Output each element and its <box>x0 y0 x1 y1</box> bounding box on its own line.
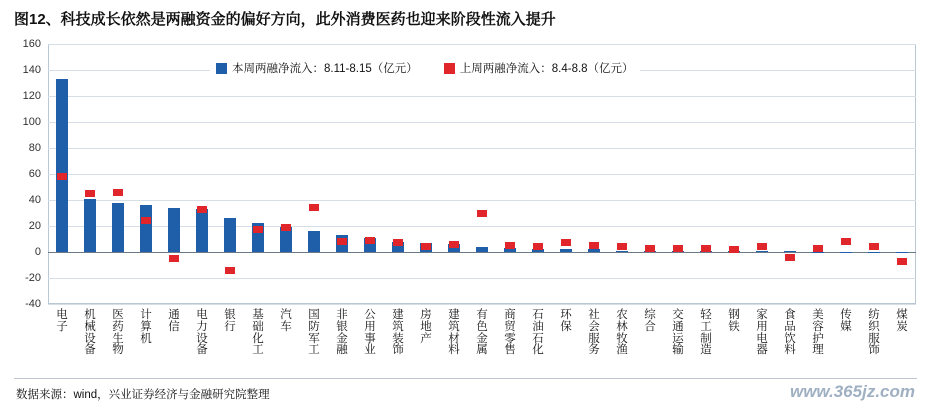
chart-legend <box>210 58 640 78</box>
bar-series <box>48 44 916 304</box>
x-axis-label: 有色金属 <box>476 309 488 357</box>
y-axis-tick: 140 <box>22 64 41 76</box>
bar-group <box>496 44 524 304</box>
bar-current-week <box>756 251 769 252</box>
y-axis-tick: 160 <box>22 38 41 50</box>
bar-group <box>384 44 412 304</box>
x-axis-label: 传媒 <box>840 309 852 333</box>
x-axis-label: 通信 <box>168 309 180 333</box>
bar-group <box>328 44 356 304</box>
x-axis-label: 煤炭 <box>896 309 908 333</box>
bar-group <box>580 44 608 304</box>
bar-group <box>132 44 160 304</box>
marker-previous-week <box>253 226 264 233</box>
marker-previous-week <box>645 245 656 252</box>
x-axis-label: 国防军工 <box>308 309 320 357</box>
bar-current-week <box>196 209 209 252</box>
bar-group <box>552 44 580 304</box>
x-axis-label: 美容护理 <box>812 309 824 357</box>
marker-previous-week <box>841 238 852 245</box>
marker-previous-week <box>729 246 740 253</box>
bar-current-week <box>868 252 881 253</box>
bar-group <box>776 44 804 304</box>
marker-previous-week <box>757 243 768 250</box>
marker-previous-week <box>869 243 880 250</box>
bar-group <box>216 44 244 304</box>
marker-previous-week <box>197 206 208 213</box>
bar-current-week <box>168 208 181 252</box>
bar-current-week <box>896 252 909 253</box>
marker-previous-week <box>421 243 432 250</box>
marker-previous-week <box>785 254 796 261</box>
watermark: www.365jz.com <box>789 382 915 401</box>
x-axis-label: 农林牧渔 <box>616 309 628 357</box>
marker-previous-week <box>141 217 152 224</box>
bar-current-week <box>112 203 125 252</box>
marker-previous-week <box>365 237 376 244</box>
x-axis-label: 电子 <box>56 309 68 333</box>
source-note: 数据来源：wind，兴业证券经济与金融研究院整理 <box>16 389 270 401</box>
marker-previous-week <box>617 243 628 250</box>
marker-previous-week <box>85 190 96 197</box>
legend-item-previous <box>444 60 634 76</box>
marker-previous-week <box>477 210 488 217</box>
bar-current-week <box>140 205 153 252</box>
bar-current-week <box>616 251 629 252</box>
bar-group <box>832 44 860 304</box>
bar-current-week <box>476 247 489 252</box>
y-axis-tick: 20 <box>28 220 41 232</box>
y-axis-tick: 120 <box>22 90 41 102</box>
bar-group <box>636 44 664 304</box>
marker-previous-week <box>225 267 236 274</box>
x-axis-label: 非银金融 <box>336 309 348 357</box>
legend-label-current: 本周两融净流入：8.11-8.15（亿元） <box>232 63 418 75</box>
bar-current-week <box>784 251 797 252</box>
bar-current-week <box>224 218 237 252</box>
x-axis-label: 轻工制造 <box>700 309 712 357</box>
x-axis-label: 医药生物 <box>112 309 124 357</box>
bar-current-week <box>840 252 853 253</box>
x-axis-label: 银行 <box>224 309 236 333</box>
marker-previous-week <box>561 239 572 246</box>
x-axis-label: 钢铁 <box>728 309 740 333</box>
x-axis-label: 电力设备 <box>196 309 208 357</box>
bar-group <box>468 44 496 304</box>
chart-title: 图12、科技成长依然是两融资金的偏好方向，此外消费医药也迎来阶段性流入提升 <box>14 11 556 28</box>
x-axis-label: 综合 <box>644 309 656 333</box>
x-axis-label: 家用电器 <box>756 309 768 357</box>
bar-group <box>160 44 188 304</box>
x-axis-label: 环保 <box>560 309 572 333</box>
y-axis-tick: 0 <box>34 246 41 258</box>
bar-current-week <box>560 249 573 252</box>
legend-label-previous: 上周两融净流入：8.4-8.8（亿元） <box>459 63 634 75</box>
x-axis-label: 建筑装饰 <box>392 309 404 357</box>
grid-line <box>48 304 916 305</box>
bar-current-week <box>280 227 293 252</box>
marker-previous-week <box>309 204 320 211</box>
bar-group <box>888 44 916 304</box>
bar-group <box>720 44 748 304</box>
legend-item-current <box>216 60 418 76</box>
marker-previous-week <box>533 243 544 250</box>
marker-previous-week <box>813 245 824 252</box>
x-axis-label: 汽车 <box>280 309 292 333</box>
marker-previous-week <box>673 245 684 252</box>
footer-divider <box>14 378 917 379</box>
x-axis-label: 计算机 <box>140 309 152 345</box>
marker-previous-week <box>393 239 404 246</box>
marker-previous-week <box>589 242 600 249</box>
marker-previous-week <box>113 189 124 196</box>
x-axis-label: 石油石化 <box>532 309 544 357</box>
marker-previous-week <box>337 238 348 245</box>
bar-current-week <box>308 231 321 252</box>
plot-region <box>22 38 916 310</box>
bar-group <box>48 44 76 304</box>
bar-group <box>608 44 636 304</box>
bar-current-week <box>56 79 69 252</box>
x-axis-label: 社会服务 <box>588 309 600 357</box>
bar-current-week <box>812 252 825 253</box>
bar-group <box>524 44 552 304</box>
marker-previous-week <box>505 242 516 249</box>
bar-group <box>76 44 104 304</box>
y-axis-tick: 40 <box>28 194 41 206</box>
bar-current-week <box>84 199 97 252</box>
x-axis-label: 食品饮料 <box>784 309 796 357</box>
x-axis-label: 交通运输 <box>672 309 684 357</box>
y-axis-tick: -20 <box>25 272 41 284</box>
marker-previous-week <box>281 224 292 231</box>
bar-group <box>300 44 328 304</box>
bar-group <box>860 44 888 304</box>
x-axis-label: 商贸零售 <box>504 309 516 357</box>
x-axis-label: 建筑材料 <box>448 309 460 357</box>
bar-group <box>104 44 132 304</box>
y-axis-tick: -40 <box>25 298 41 310</box>
x-axis-label: 房地产 <box>420 309 432 345</box>
y-axis-tick: 60 <box>28 168 41 180</box>
bar-group <box>804 44 832 304</box>
bar-group <box>664 44 692 304</box>
chart-area <box>0 36 931 376</box>
y-axis-tick: 80 <box>28 142 41 154</box>
bar-group <box>748 44 776 304</box>
marker-previous-week <box>449 241 460 248</box>
bar-group <box>244 44 272 304</box>
x-axis-label: 机械设备 <box>84 309 96 357</box>
x-axis-label: 公用事业 <box>364 309 376 357</box>
bar-group <box>356 44 384 304</box>
marker-previous-week <box>169 255 180 262</box>
legend-swatch-blue <box>216 63 227 74</box>
legend-swatch-red <box>444 63 455 74</box>
bar-group <box>440 44 468 304</box>
bar-group <box>692 44 720 304</box>
marker-previous-week <box>57 173 68 180</box>
bar-group <box>412 44 440 304</box>
y-axis-tick: 100 <box>22 116 41 128</box>
marker-previous-week <box>701 245 712 252</box>
bar-group <box>272 44 300 304</box>
bar-current-week <box>588 249 601 252</box>
x-axis-label: 基础化工 <box>252 309 264 357</box>
x-axis-label: 纺织服饰 <box>868 309 880 357</box>
marker-previous-week <box>897 258 908 265</box>
bar-group <box>188 44 216 304</box>
